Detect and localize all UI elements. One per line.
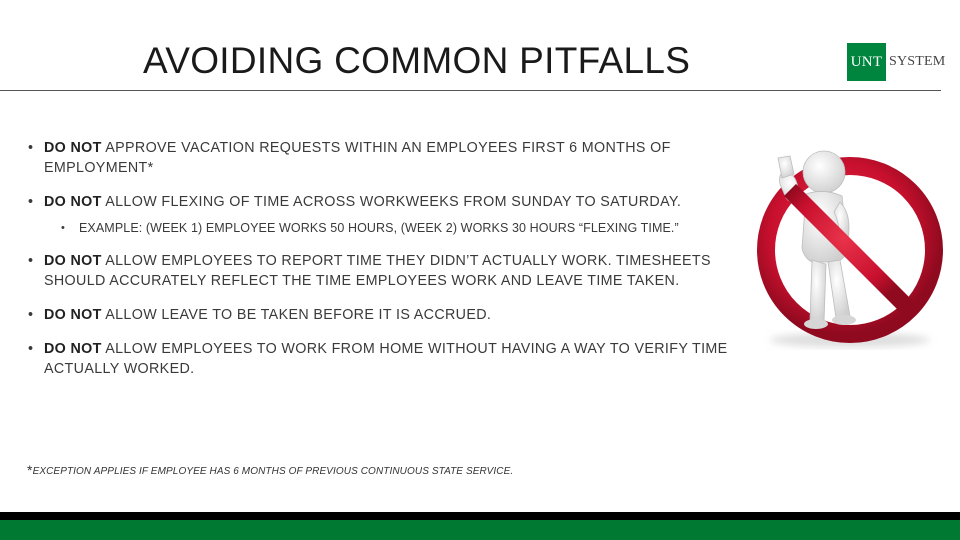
bullet-item [25, 192, 740, 212]
stop-figure-icon [740, 140, 960, 350]
unt-system-logo [847, 43, 945, 81]
logo-unt-block: UNT [847, 43, 886, 81]
footer-green-band [0, 520, 960, 540]
bullet-list [25, 138, 740, 393]
bullet-text: ALLOW EMPLOYEES TO REPORT TIME THEY DIDN’T ACTUALLY WORK. TIMESHEETS SHOULD ACCURATELY REFLECT THE TIME EMPLOYEES WORK AND LEAVE TIME TAKEN. [44, 253, 711, 289]
bullet-item [25, 251, 740, 291]
bullet-lead: DO NOT [44, 307, 102, 323]
footnote [27, 462, 513, 478]
sub-bullet-text: EXAMPLE: (WEEK 1) EMPLOYEE WORKS 50 HOURS, (WEEK 2) WORKS 30 HOURS “FLEXING TIME.” [79, 221, 679, 235]
bullet-lead: DO NOT [44, 341, 102, 357]
bullet-text: ALLOW LEAVE TO BE TAKEN BEFORE IT IS ACCRUED. [101, 307, 492, 323]
bullet-marker: • [28, 341, 34, 357]
bullet-marker: • [28, 194, 34, 210]
bullet-marker: • [61, 222, 65, 234]
bullet-item [25, 339, 740, 379]
bullet-marker: • [28, 253, 34, 269]
title-divider [0, 90, 941, 91]
footnote-star: * [27, 462, 33, 478]
sub-bullet-item [25, 220, 745, 237]
logo-system-text: SYSTEM [889, 54, 946, 69]
bullet-text: ALLOW FLEXING OF TIME ACROSS WORKWEEKS FROM SUNDAY TO SATURDAY. [101, 194, 682, 210]
footnote-text: EXCEPTION APPLIES IF EMPLOYEE HAS 6 MONTHS OF PREVIOUS CONTINUOUS STATE SERVICE. [32, 466, 514, 477]
bullet-text: APPROVE VACATION REQUESTS WITHIN AN EMPLOYEES FIRST 6 MONTHS OF EMPLOYMENT* [44, 140, 671, 176]
bullet-lead: DO NOT [44, 140, 102, 156]
bullet-lead: DO NOT [44, 253, 102, 269]
bullet-text: ALLOW EMPLOYEES TO WORK FROM HOME WITHOUT HAVING A WAY TO VERIFY TIME ACTUALLY WORKED. [44, 341, 728, 377]
bullet-marker: • [28, 140, 34, 156]
slide-title: AVOIDING COMMON PITFALLS [143, 40, 691, 81]
bullet-lead: DO NOT [44, 194, 102, 210]
bullet-item [25, 305, 740, 325]
bullet-marker: • [28, 307, 34, 323]
no-sign-illustration [740, 140, 960, 350]
bullet-item [25, 138, 740, 178]
footer-black-band [0, 512, 960, 520]
